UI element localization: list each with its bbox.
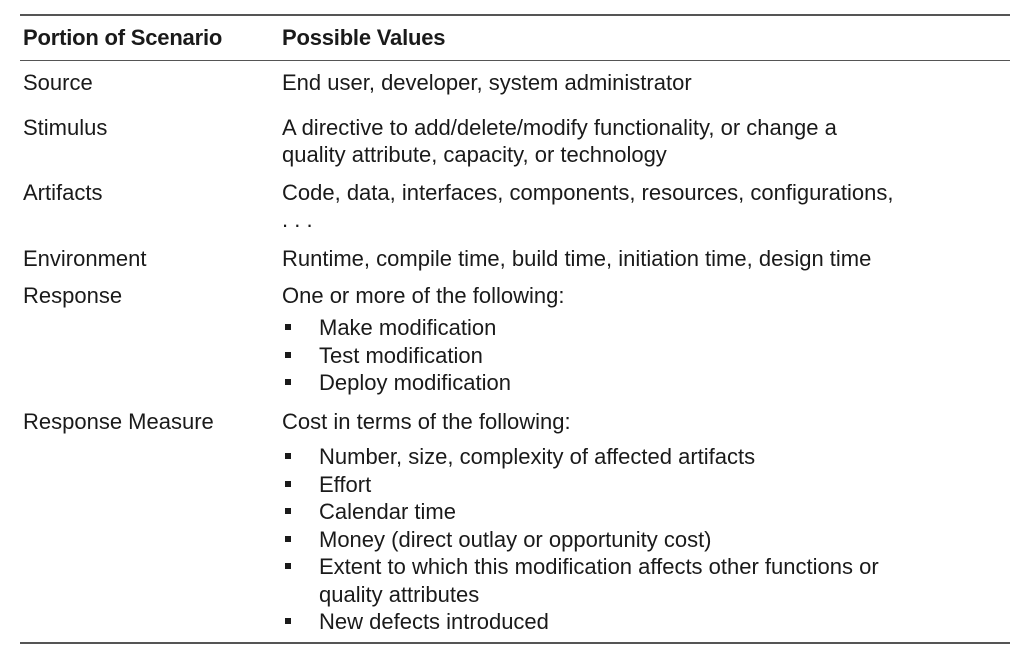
bullet-list (282, 443, 1010, 636)
bullet-square-icon (285, 618, 291, 624)
row-value (282, 114, 1010, 168)
header-possible-values: Possible Values (282, 25, 446, 50)
row-label: Artifacts (23, 180, 103, 205)
list-item-text: New defects introduced (319, 609, 549, 634)
list-item-text: Number, size, complexity of affected artifacts (319, 444, 756, 469)
list-item (282, 443, 1010, 471)
table-bottom-rule (20, 642, 1010, 644)
row-label: Response Measure (23, 409, 214, 434)
list-item (282, 498, 1010, 526)
row-value (282, 282, 1010, 397)
table-row-source (20, 69, 1010, 114)
value-line: quality attribute, capacity, or technology (282, 142, 667, 167)
row-label: Source (23, 70, 93, 95)
table-body (20, 61, 1010, 642)
list-item-text: Deploy modification (319, 370, 511, 395)
list-item-text: Effort (319, 471, 372, 497)
table-row-stimulus (20, 114, 1010, 179)
value-line: Code, data, interfaces, components, resources, configurations, (282, 180, 894, 205)
bullet-square-icon (285, 536, 291, 542)
row-value (282, 179, 1010, 233)
list-item (282, 471, 1010, 499)
bullet-square-icon (285, 508, 291, 514)
bullet-square-icon (285, 453, 291, 459)
row-value: Runtime, compile time, build time, initiation time, design time (282, 246, 872, 271)
header-portion-of-scenario: Portion of Scenario (23, 25, 223, 50)
list-item-text: Money (direct outlay or opportunity cost) (319, 526, 712, 552)
list-item (282, 553, 1010, 608)
list-item (282, 342, 1010, 370)
value-line: A directive to add/delete/modify functionality, or change a (282, 115, 837, 140)
row-label: Environment (23, 246, 147, 271)
list-item (282, 608, 1010, 636)
table-row-environment (20, 245, 1010, 282)
row-label: Stimulus (23, 115, 108, 140)
row-label: Response (23, 283, 123, 308)
bullet-square-icon (285, 563, 291, 569)
row-value: End user, developer, system administrator (282, 70, 692, 95)
list-item (282, 314, 1010, 342)
table-row-artifacts (20, 179, 1010, 245)
list-item-text: Extent to which this modification affects other functions or (319, 554, 879, 579)
bullet-square-icon (285, 352, 291, 358)
list-item (282, 369, 1010, 397)
scenario-table (20, 14, 1010, 644)
value-intro: One or more of the following: (282, 283, 565, 308)
bullet-square-icon (285, 324, 291, 330)
table-row-response-measure (20, 408, 1010, 636)
list-item-text: Make modification (319, 315, 497, 340)
bullet-square-icon (285, 379, 291, 385)
list-item-text-continued: quality attributes (319, 581, 480, 607)
table-row-response (20, 282, 1010, 408)
row-value (282, 408, 1010, 636)
bullet-square-icon (285, 481, 291, 487)
list-item-text: Test modification (319, 342, 483, 368)
table-header (20, 16, 1010, 60)
bullet-list (282, 314, 1010, 397)
value-intro: Cost in terms of the following: (282, 409, 571, 434)
value-line: . . . (282, 207, 313, 232)
list-item-text: Calendar time (319, 499, 456, 524)
list-item (282, 526, 1010, 554)
